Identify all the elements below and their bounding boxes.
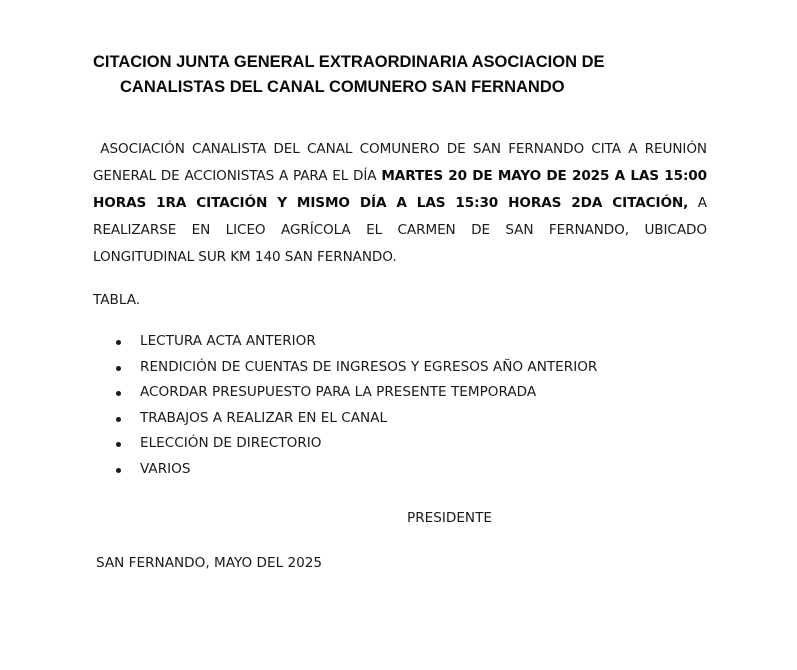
- body-location-text: A REALIZARSE EN LICEO AGRÍCOLA EL CARMEN DE SAN FERNANDO, UBICADO LONGITUDINAL SUR KM 140 SAN FERNANDO.: [93, 195, 708, 265]
- body-intro-text: ASOCIACIÓN CANALISTA DEL CANAL COMUNERO DE SAN FERNANDO CITA A REUNIÓN GENERAL DE ACCIONISTAS A PARA EL DÍA: [93, 141, 707, 184]
- agenda-item-label: ELECCIÓN DE DIRECTORIO: [140, 435, 322, 452]
- title-line-2: CANALISTAS DEL CANAL COMUNERO SAN FERNANDO: [120, 78, 565, 96]
- agenda-item-label: TRABAJOS A REALIZAR EN EL CANAL: [140, 409, 388, 426]
- bullet-icon: [116, 442, 121, 447]
- bullet-icon: [116, 468, 121, 473]
- agenda-item-label: RENDICIÓN DE CUENTAS DE INGRESOS Y EGRESOS AÑO ANTERIOR: [140, 358, 598, 375]
- bullet-icon: [116, 366, 121, 371]
- agenda-item: [113, 355, 597, 381]
- agenda-item-label: VARIOS: [140, 460, 191, 477]
- document-title: [93, 50, 713, 100]
- agenda-item: [113, 329, 597, 355]
- place-date: SAN FERNANDO, MAYO DEL 2025: [96, 555, 323, 571]
- bullet-icon: [116, 391, 121, 396]
- agenda-item-label: ACORDAR PRESUPUESTO PARA LA PRESENTE TEMPORADA: [140, 384, 537, 401]
- agenda-item-label: LECTURA ACTA ANTERIOR: [140, 333, 316, 349]
- title-line-1: CITACION JUNTA GENERAL EXTRAORDINARIA ASOCIACION DE: [93, 53, 605, 71]
- tabla-heading: TABLA.: [93, 292, 141, 308]
- agenda-item: [113, 457, 597, 483]
- body-bold-datetime: MARTES 20 DE MAYO DE 2025 A LAS 15:00 HORAS 1RA CITACIÓN Y MISMO DÍA A LAS 15:30 HORAS 2DA CITACIÓN,: [93, 168, 708, 211]
- agenda-item: [113, 380, 597, 406]
- agenda-list: [113, 329, 597, 483]
- agenda-item: [113, 431, 597, 457]
- bullet-icon: [116, 417, 121, 422]
- bullet-icon: [116, 340, 121, 345]
- body-paragraph: [93, 136, 707, 271]
- agenda-item: [113, 406, 597, 432]
- signature-title: PRESIDENTE: [407, 510, 492, 526]
